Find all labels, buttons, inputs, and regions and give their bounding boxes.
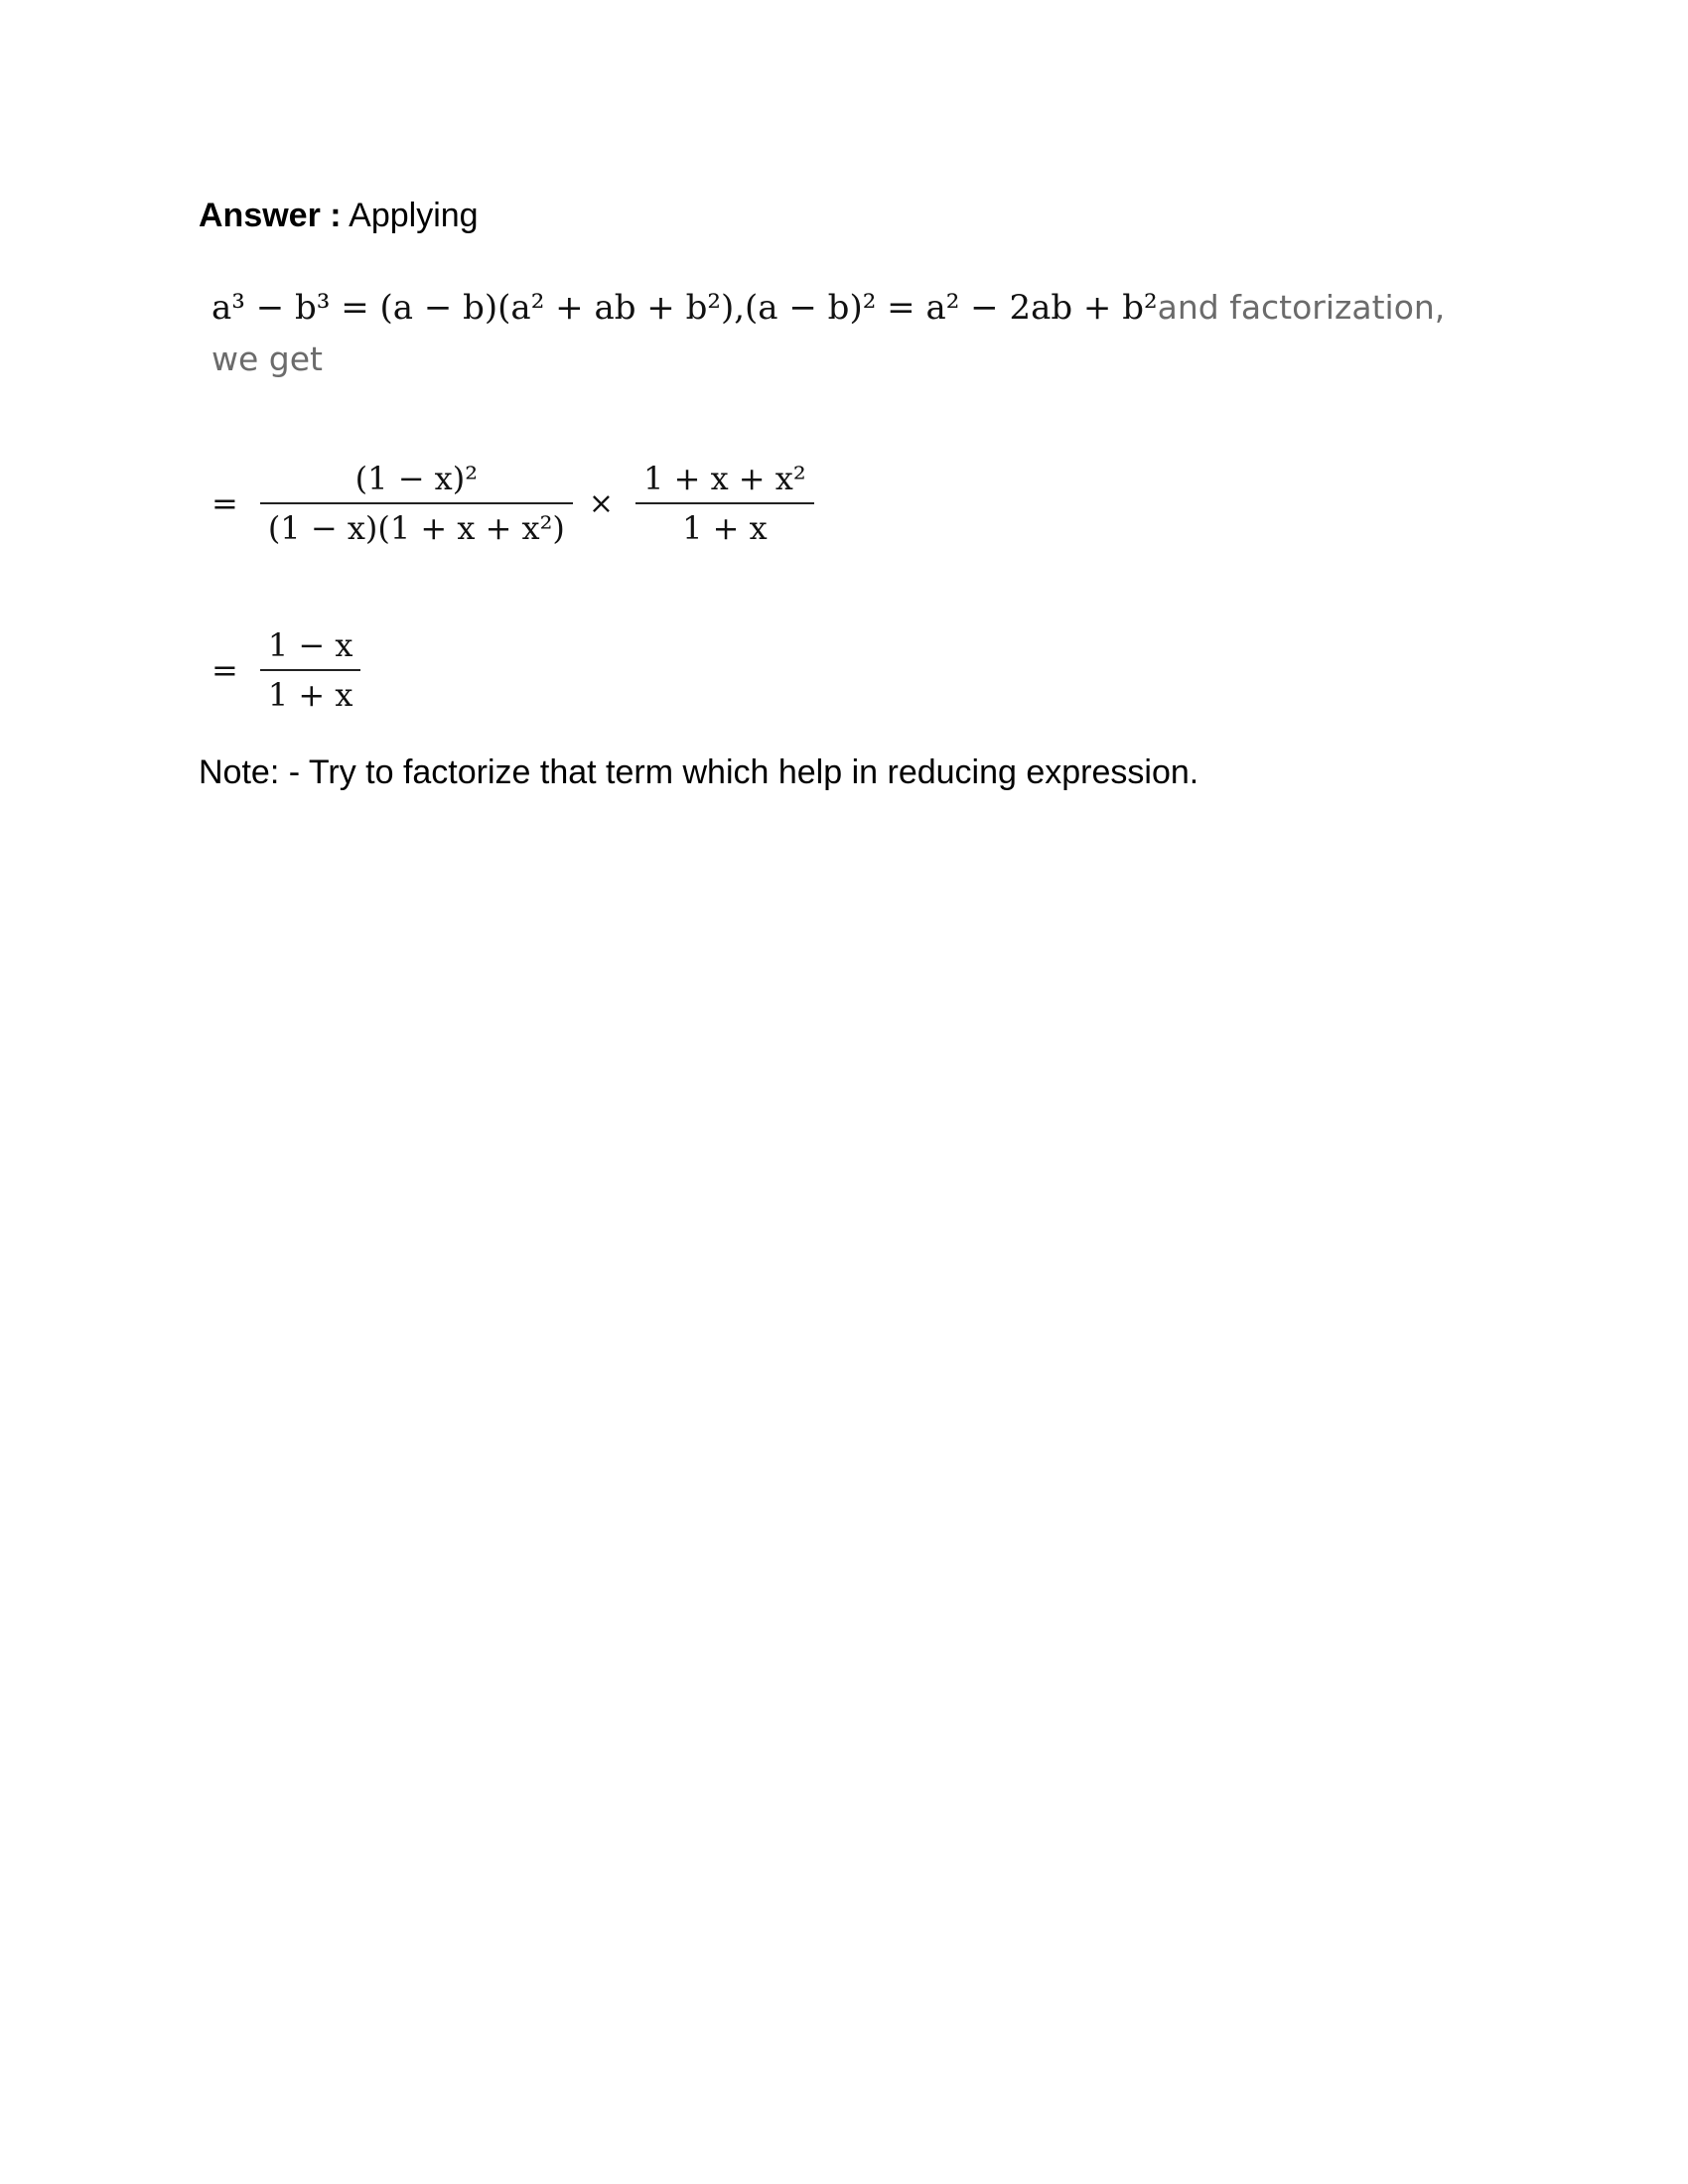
fraction-2 (635, 455, 814, 552)
note-text: Note: - Try to factorize that term which help in reducing expression. (199, 753, 1199, 791)
identity-trailing-text: and factorization, we get (211, 288, 1446, 378)
equals-sign: = (211, 484, 238, 522)
fraction-2-numerator: 1 + x + x² (643, 460, 806, 497)
identity-formula-block (211, 282, 1502, 385)
equation-step-1 (211, 455, 814, 552)
answer-intro-text: Applying (341, 197, 479, 234)
answer-heading (199, 195, 479, 236)
identity-formula: a³ − b³ = (a − b)(a² + ab + b²),(a − b)² = a² − 2ab + b² (211, 288, 1158, 328)
answer-label: Answer : (199, 197, 342, 234)
result-numerator: 1 − x (267, 626, 353, 664)
fraction-1-denominator: (1 − x)(1 + x + x²) (267, 509, 565, 547)
equation-step-2 (211, 621, 360, 719)
result-fraction (260, 621, 361, 719)
result-denominator: 1 + x (267, 676, 353, 714)
fraction-2-denominator: 1 + x (682, 509, 768, 547)
fraction-1-numerator: (1 − x)² (354, 460, 479, 497)
equals-sign: = (211, 651, 238, 689)
multiply-sign: × (588, 485, 615, 521)
fraction-1 (260, 455, 573, 552)
